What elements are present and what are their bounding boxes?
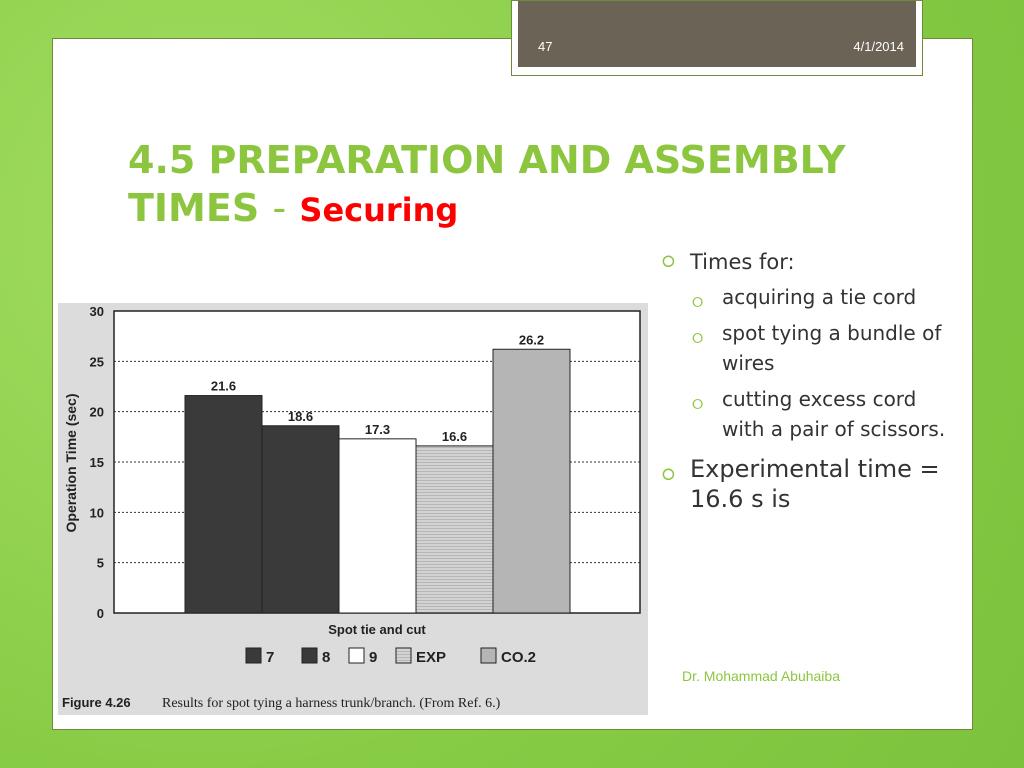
title-subtitle: Securing — [299, 191, 459, 229]
slide-title — [128, 136, 888, 234]
bullet-text: Experimental time = 16.6 s is — [690, 455, 940, 513]
bar-9 — [339, 439, 416, 613]
slide-date: 4/1/2014 — [853, 39, 904, 54]
header-bar — [518, 1, 916, 67]
legend-label: CO.2 — [501, 649, 537, 666]
sub-bullet — [662, 318, 962, 378]
sub-bullet-text: cutting excess cord with a pair of scissors. — [722, 387, 946, 441]
legend-swatch — [396, 648, 411, 663]
bullet-experimental-time — [662, 454, 962, 514]
sub-bullet — [662, 282, 962, 312]
legend-swatch — [302, 648, 317, 663]
y-tick-label: 30 — [89, 304, 104, 319]
chart-figure — [58, 303, 648, 715]
bar-8 — [262, 426, 339, 613]
bar-value-label: 21.6 — [210, 378, 237, 394]
y-tick-label: 5 — [96, 555, 104, 571]
sub-bullet — [662, 384, 962, 444]
legend-swatch — [349, 648, 364, 663]
legend-label: 7 — [266, 649, 275, 666]
figure-caption-label: Figure 4.26 — [62, 695, 131, 710]
slide-header — [511, 0, 923, 76]
y-tick-label: 10 — [89, 505, 104, 521]
bar-EXP — [416, 446, 493, 613]
bullet-icon: ⭘ — [692, 397, 704, 413]
legend-swatch — [246, 648, 261, 663]
bullet-times-for — [662, 250, 962, 274]
legend-label: EXP — [416, 649, 447, 666]
legend-swatch — [481, 648, 496, 663]
bullet-text: Times for: — [690, 250, 795, 274]
bar-value-label: 17.3 — [364, 421, 391, 437]
title-main: 4.5 PREPARATION AND ASSEMBLY TIMES — [128, 138, 846, 230]
x-axis-label: Spot tie and cut — [328, 622, 426, 637]
bar-CO.2 — [493, 349, 570, 613]
bar-value-label: 18.6 — [287, 408, 314, 424]
slide-number: 47 — [538, 39, 553, 54]
bar-7 — [185, 396, 262, 613]
bullet-list — [662, 250, 962, 522]
y-axis-label: Operation Time (sec) — [63, 393, 79, 533]
y-tick-label: 0 — [96, 606, 104, 621]
bullet-icon: ⭘ — [692, 295, 704, 311]
title-separator: - — [272, 186, 287, 230]
legend-label: 8 — [322, 649, 331, 666]
y-tick-label: 15 — [89, 455, 104, 470]
bar-value-label: 26.2 — [518, 332, 545, 348]
y-tick-label: 25 — [89, 354, 104, 370]
bar-value-label: 16.6 — [441, 428, 468, 444]
bar-chart — [58, 303, 648, 715]
figure-caption-text: Results for spot tying a harness trunk/branch. (From Ref. 6.) — [162, 696, 501, 711]
bullet-icon: ⭘ — [662, 465, 675, 484]
sub-bullet-text: acquiring a tie cord — [722, 285, 917, 309]
sub-bullet-text: spot tying a bundle of wires — [722, 321, 942, 375]
legend-label: 9 — [369, 649, 378, 666]
bullet-icon: ⭘ — [662, 252, 675, 271]
bullet-icon: ⭘ — [692, 331, 704, 347]
footer-author: Dr. Mohammad Abuhaiba — [682, 668, 840, 684]
y-tick-label: 20 — [89, 404, 104, 420]
